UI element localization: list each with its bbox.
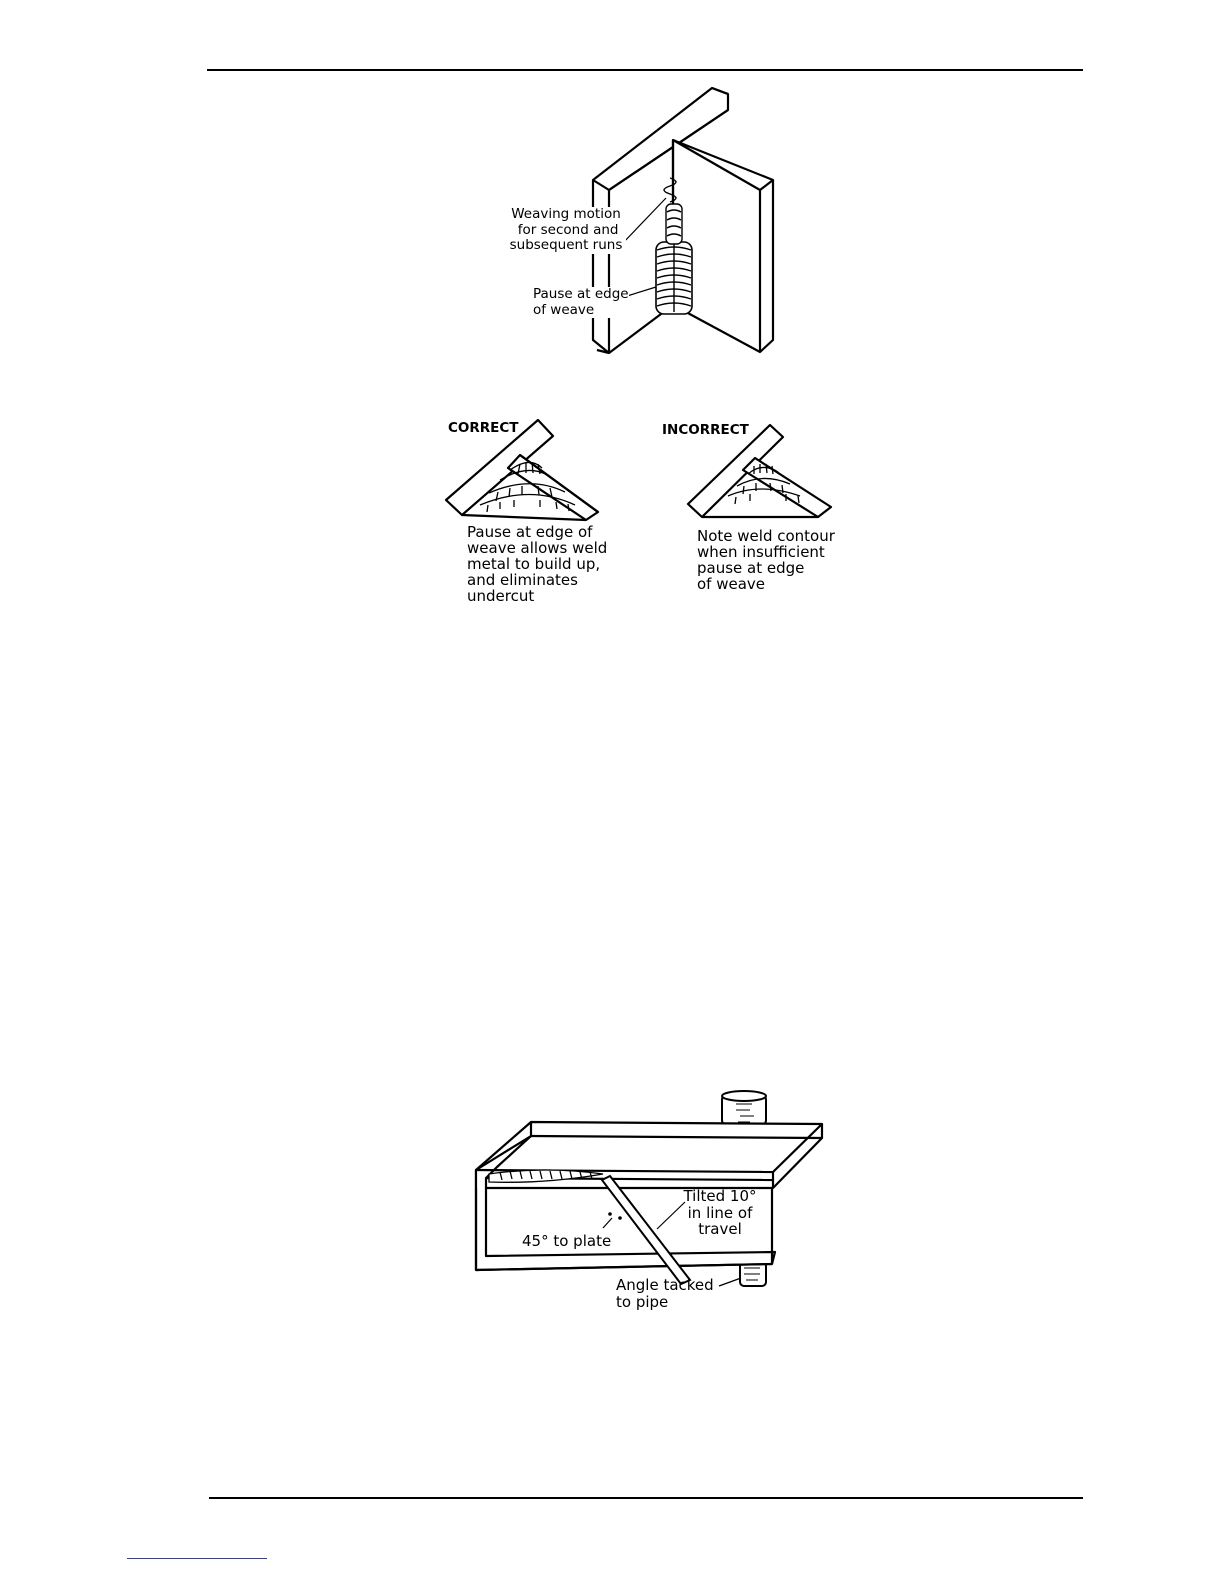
heading-incorrect: INCORRECT <box>662 422 749 438</box>
label-angle-tacked: Angle tacked to pipe <box>616 1276 714 1311</box>
label-pause-at-edge: Pause at edge of weave <box>533 286 629 318</box>
label-45-to-plate: 45° to plate <box>522 1232 612 1250</box>
label-tilted-10: Tilted 10° in line of travel <box>683 1187 757 1238</box>
caption-correct: Pause at edge of weave allows weld metal to build up, and eliminates undercut <box>467 523 608 605</box>
footer-rule <box>209 1497 1083 1499</box>
label-weaving-motion: Weaving motion for second and subsequent runs <box>506 207 626 254</box>
caption-incorrect: Note weld contour when insufficient pause at edge of weave <box>697 527 835 593</box>
heading-correct: CORRECT <box>448 420 519 436</box>
footnote-rule <box>127 1558 267 1559</box>
